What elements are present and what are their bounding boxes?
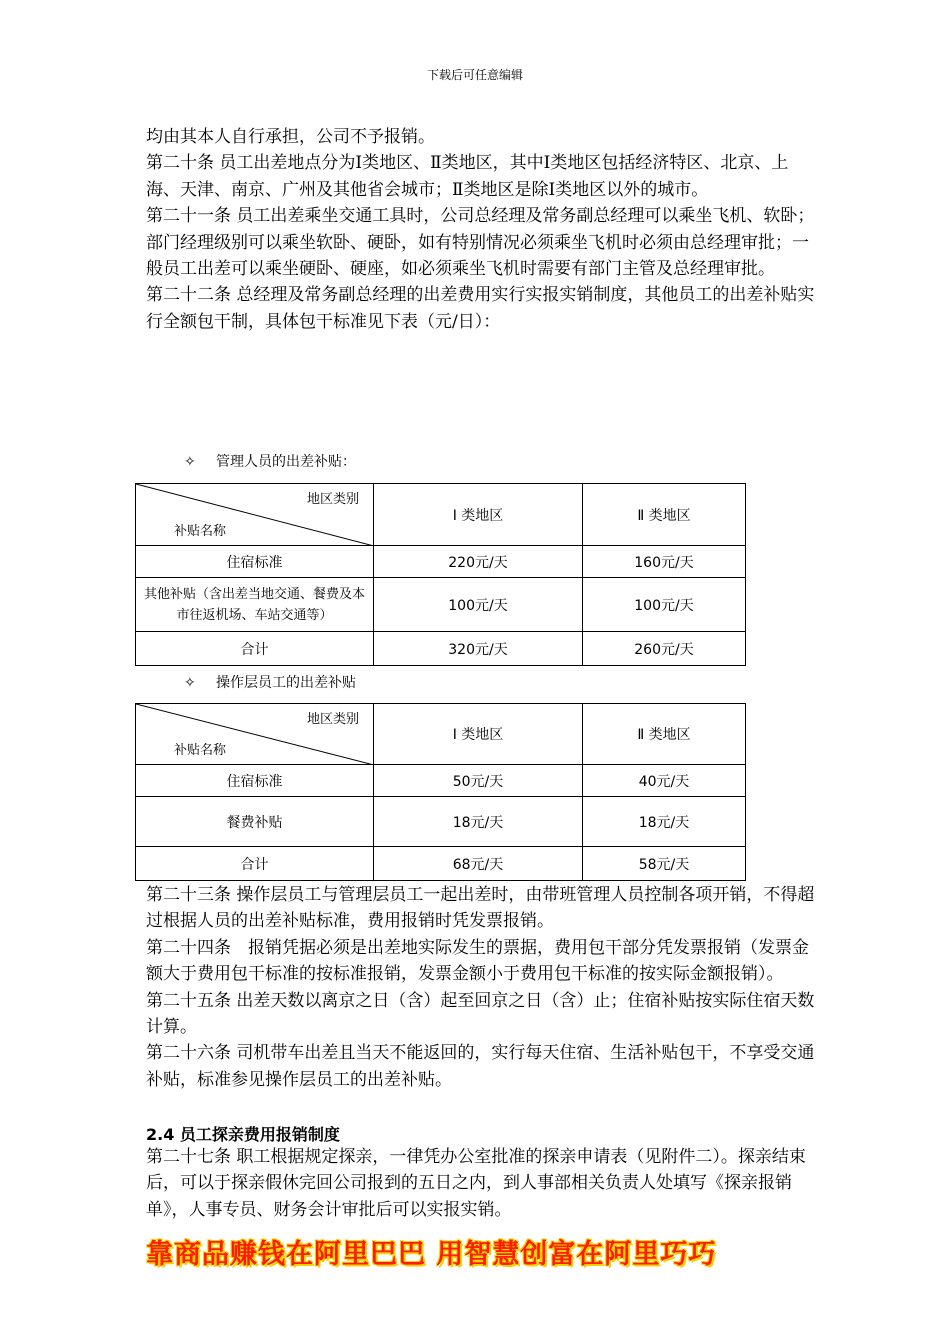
row-value-class1: 100元/天 bbox=[374, 578, 583, 632]
paragraph-article-23: 第二十三条 操作层员工与管理层员工一起出差时，由带班管理人员控制各项开销，不得超过根据人员的出差补贴标准，费用报销时凭发票报销。 bbox=[146, 885, 815, 932]
row-value-class2: 260元/天 bbox=[583, 632, 746, 666]
row-value-class2: 40元/天 bbox=[583, 765, 746, 797]
header-region-label: 地区类别 bbox=[306, 712, 359, 727]
row-value-class1: 220元/天 bbox=[374, 546, 583, 578]
header-class2: Ⅱ 类地区 bbox=[583, 484, 746, 546]
bullet-icon: ✧ bbox=[184, 454, 196, 470]
table-row bbox=[136, 546, 746, 578]
bullet-icon: ✧ bbox=[184, 675, 196, 691]
paragraph-article-24: 第二十四条 报销凭据必须是出差地实际发生的票据，费用包干部分凭发票报销（发票金额大于费用包干标准的按标准报销，发票金额小于费用包干标准的按实际金额报销）。 bbox=[146, 937, 809, 985]
header-region-label: 地区类别 bbox=[306, 492, 359, 507]
bottom-paragraphs bbox=[146, 1144, 816, 1223]
top-paragraphs bbox=[146, 124, 816, 335]
paragraph-article-21: 第二十一条 员工出差乘坐交通工具时，公司总经理及常务副总经理可以乘坐飞机、软卧；部门经理级别可以乘坐软卧、硬卧，如有特别情况必须乘坐飞机时必须由总经理审批；一般员工出差可以乘坐硬卧、硬座，如必须乘坐飞机时需要有部门主管及总经理审批。 bbox=[146, 206, 815, 280]
header-class1: Ⅰ 类地区 bbox=[374, 704, 583, 765]
row-value-class1: 68元/天 bbox=[374, 847, 583, 881]
diagonal-header-cell bbox=[136, 704, 374, 765]
row-name: 合计 bbox=[136, 632, 374, 666]
table-header-row bbox=[136, 704, 746, 765]
row-value-class2: 100元/天 bbox=[583, 578, 746, 632]
promo-banner: 靠商品赚钱在阿里巴巴 用智慧创富在阿里巧巧 bbox=[146, 1239, 717, 1270]
row-name: 住宿标准 bbox=[136, 546, 374, 578]
table1-caption: 管理人员的出差补贴： bbox=[216, 454, 356, 470]
row-name: 餐费补贴 bbox=[136, 797, 374, 847]
paragraph-article-25: 第二十五条 出差天数以离京之日（含）起至回京之日（含）止；住宿补贴按实际住宿天数计算。 bbox=[146, 990, 815, 1038]
table-header-row bbox=[136, 484, 746, 546]
table-row bbox=[136, 632, 746, 666]
table-row bbox=[136, 765, 746, 797]
paragraph-article-27: 第二十七条 职工根据规定探亲，一律凭办公室批准的探亲申请表（见附件二）。探亲结束后，可以于探亲假休完回公司报到的五日之内，到人事部相关负责人处填写《探亲报销单》，人事专员、财务会计审批后可以实报实销。 bbox=[146, 1147, 806, 1220]
header-allowance-label: 补贴名称 bbox=[174, 743, 227, 758]
row-value-class1: 320元/天 bbox=[374, 632, 583, 666]
row-value-class2: 18元/天 bbox=[583, 797, 746, 847]
table2-caption: 操作层员工的出差补贴 bbox=[216, 675, 356, 691]
paragraph-article-22: 第二十二条 总经理及常务副总经理的出差费用实行实报实销制度，其他员工的出差补贴实行全额包干制，具体包干标准见下表（元/日）： bbox=[146, 285, 815, 332]
paragraph: 均由其本人自行承担，公司不予报销。 bbox=[146, 127, 435, 147]
section-title: 2.4 员工探亲费用报销制度 bbox=[146, 1125, 340, 1144]
header-class1: Ⅰ 类地区 bbox=[374, 484, 583, 546]
row-value-class2: 58元/天 bbox=[583, 847, 746, 881]
table-row bbox=[136, 578, 746, 632]
table1-caption-line bbox=[184, 451, 356, 471]
page-header: 下载后可任意编辑 bbox=[426, 68, 523, 82]
operator-allowance-table bbox=[135, 703, 746, 881]
row-name: 其他补贴（含出差当地交通、餐费及本市往返机场、车站交通等） bbox=[136, 578, 374, 632]
header-class2: Ⅱ 类地区 bbox=[583, 704, 746, 765]
row-name: 住宿标准 bbox=[136, 765, 374, 797]
table2-caption-line bbox=[184, 672, 356, 692]
header-allowance-label: 补贴名称 bbox=[174, 524, 227, 539]
row-value-class2: 160元/天 bbox=[583, 546, 746, 578]
row-name: 合计 bbox=[136, 847, 374, 881]
middle-paragraphs bbox=[146, 882, 816, 1093]
row-value-class1: 50元/天 bbox=[374, 765, 583, 797]
row-value-class1: 18元/天 bbox=[374, 797, 583, 847]
paragraph-article-26: 第二十六条 司机带车出差且当天不能返回的，实行每天住宿、生活补贴包干，不享受交通补贴，标准参见操作层员工的出差补贴。 bbox=[146, 1043, 815, 1090]
diagonal-header-cell bbox=[136, 484, 374, 546]
table-row bbox=[136, 847, 746, 881]
management-allowance-table bbox=[135, 483, 746, 666]
paragraph-article-20: 第二十条 员工出差地点分为Ⅰ类地区、Ⅱ类地区，其中Ⅰ类地区包括经济特区、北京、上海、天津、南京、广州及其他省会城市；Ⅱ类地区是除Ⅰ类地区以外的城市。 bbox=[146, 153, 789, 200]
table-row bbox=[136, 797, 746, 847]
